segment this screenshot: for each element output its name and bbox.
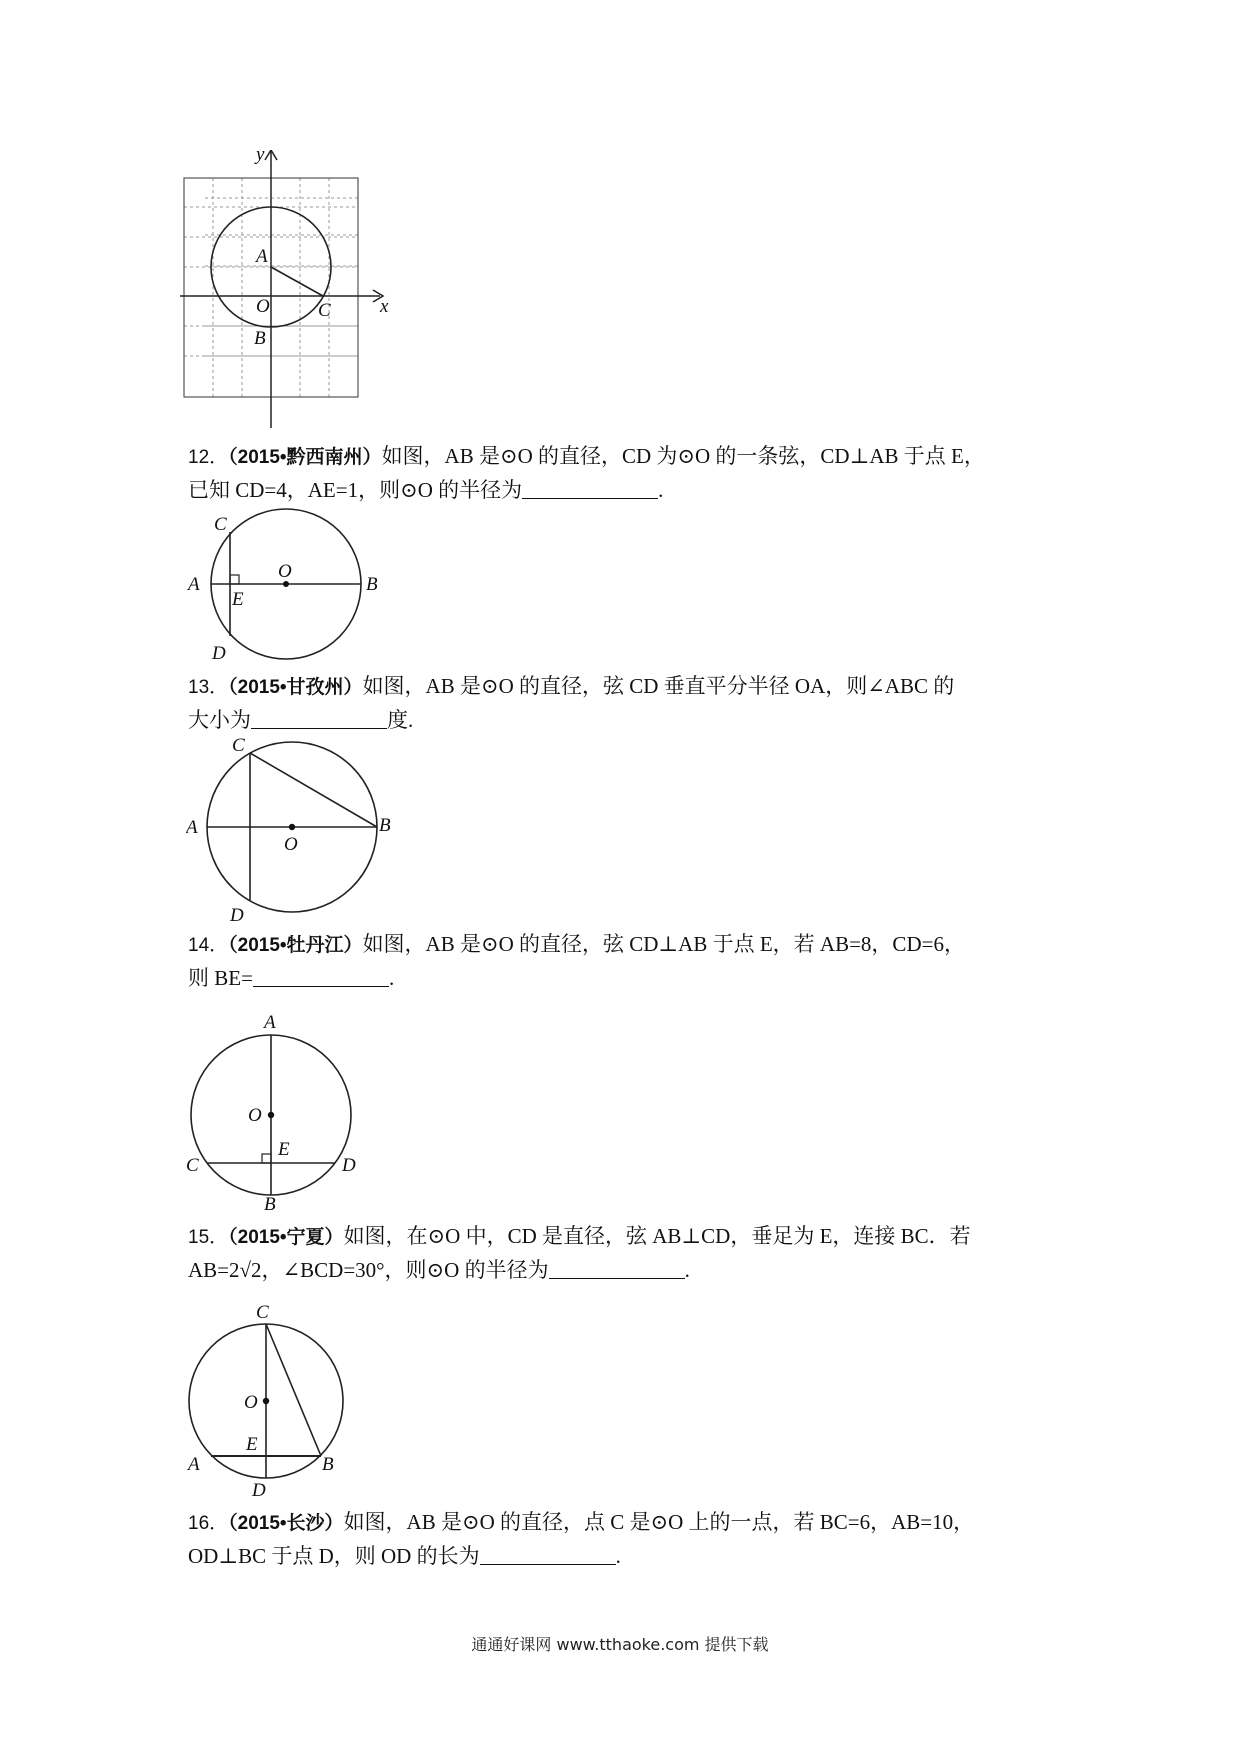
point-label: C	[186, 1155, 199, 1176]
point-label: O	[244, 1392, 258, 1413]
figure-q14	[186, 1010, 386, 1210]
point-label: D	[212, 643, 226, 664]
point-label: C	[214, 514, 227, 535]
point-label: D	[342, 1155, 356, 1176]
answer-blank[interactable]	[253, 966, 389, 987]
label-b: B	[254, 328, 266, 349]
figure-grid-circle	[180, 150, 420, 430]
question-14	[188, 928, 1068, 994]
point-label: B	[322, 1454, 334, 1475]
page-footer: 通通好课网 www.tthaoke.com 提供下载	[471, 1635, 769, 1654]
question-13-line2: 大小为 度.	[188, 708, 414, 732]
question-12-line1: 12．（2015•黔西南州）如图，AB 是⊙O 的直径，CD 为⊙O 的一条弦，CD⊥AB 于点 E，	[188, 444, 985, 468]
question-13	[188, 670, 1068, 736]
figure-q13	[186, 735, 406, 925]
question-14-line1: 14．（2015•牡丹江）如图，AB 是⊙O 的直径，弦 CD⊥AB 于点 E，若 AB=8，CD=6，	[188, 932, 965, 956]
question-15-line2: AB=2√2，∠BCD=30°，则⊙O 的半径为 .	[188, 1258, 690, 1282]
point-label: O	[248, 1105, 262, 1126]
point-label: E	[232, 589, 244, 610]
answer-blank[interactable]	[251, 708, 387, 729]
point-label: O	[278, 561, 292, 582]
point-label: A	[188, 574, 200, 595]
point-label: A	[264, 1012, 276, 1033]
question-13-line1: 13．（2015•甘孜州）如图，AB 是⊙O 的直径，弦 CD 垂直平分半径 OA，则∠ABC 的	[188, 674, 955, 698]
question-14-line2: 则 BE= .	[188, 966, 395, 990]
question-16	[188, 1506, 1068, 1572]
point-label: A	[186, 817, 198, 838]
label-y: y	[256, 150, 265, 165]
point-label: B	[379, 815, 391, 836]
answer-blank[interactable]	[522, 478, 658, 499]
point-label: D	[230, 905, 244, 925]
label-x: x	[380, 296, 389, 317]
point-label: D	[252, 1480, 266, 1500]
point-label: B	[366, 574, 378, 595]
question-15-line1: 15．（2015•宁夏）如图，在⊙O 中，CD 是直径，弦 AB⊥CD，垂足为 E，连接 BC．若	[188, 1224, 971, 1248]
point-label: E	[246, 1434, 258, 1455]
answer-blank[interactable]	[480, 1544, 616, 1565]
question-12-line2: 已知 CD=4，AE=1，则⊙O 的半径为 .	[188, 478, 664, 502]
question-16-line2: OD⊥BC 于点 D，则 OD 的长为 .	[188, 1544, 621, 1568]
point-label: E	[278, 1139, 290, 1160]
label-c: C	[318, 300, 331, 321]
segment-ac	[271, 267, 323, 296]
point-label: A	[188, 1454, 200, 1475]
figure-q12	[186, 505, 386, 665]
question-12	[188, 440, 1068, 506]
answer-blank[interactable]	[549, 1258, 685, 1279]
point-label: B	[264, 1194, 276, 1210]
question-15	[188, 1220, 1068, 1286]
point-label: C	[256, 1302, 269, 1323]
point-label: O	[284, 834, 298, 855]
label-a: A	[256, 246, 268, 267]
point-label: C	[232, 735, 245, 756]
figure-q15	[186, 1300, 366, 1500]
question-16-line1: 16．（2015•长沙）如图，AB 是⊙O 的直径，点 C 是⊙O 上的一点，若 BC=6，AB=10，	[188, 1510, 975, 1534]
label-o: O	[256, 296, 270, 317]
